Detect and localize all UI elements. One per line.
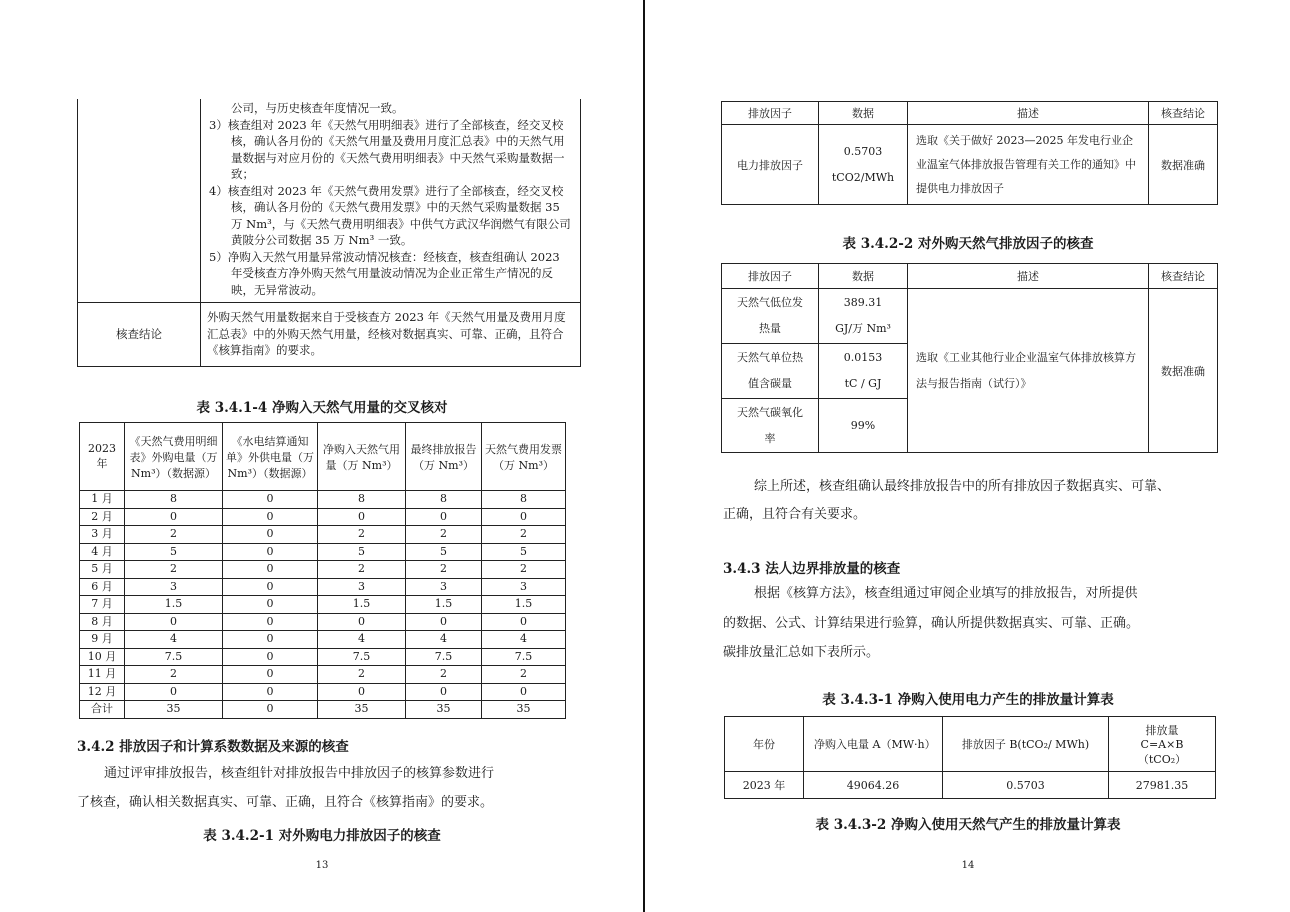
table-cell: 5 bbox=[406, 543, 482, 561]
table-cell: 2 bbox=[125, 666, 223, 684]
table-cell: 2 bbox=[406, 561, 482, 579]
verify-note-3: 4）核查组对 2023 年《天然气费用发票》进行了全部核查，经交叉校核，确认各月份的《天然气费用发票》中的天然气采购量数据 35 万 Nm³，与《天然气费用明细表》中供气方武汉华润燃气有限公司黄陂分公司数据 35 万 Nm³ 一致。 bbox=[209, 183, 571, 247]
elec-factor-value: 0.5703 bbox=[843, 144, 883, 158]
row-label: 11 月 bbox=[80, 666, 125, 684]
row-label: 7 月 bbox=[80, 596, 125, 614]
table-cell: 35 bbox=[318, 701, 406, 719]
table-row bbox=[80, 491, 566, 509]
row-label: 10 月 bbox=[80, 648, 125, 666]
table-cell: 2 bbox=[406, 526, 482, 544]
page-number: 13 bbox=[315, 860, 329, 871]
summary-para-1: 综上所述，核查组确认最终排放报告中的所有排放因子数据真实、可靠、 bbox=[754, 479, 1171, 494]
table-row bbox=[80, 578, 566, 596]
table-cell: 1.5 bbox=[318, 596, 406, 614]
gas-factor-value: 389.31 bbox=[843, 296, 883, 309]
table-cell: 0 bbox=[223, 648, 318, 666]
table-cell: 0 bbox=[223, 683, 318, 701]
table-cell: 0 bbox=[125, 683, 223, 701]
table-cell: 0 bbox=[223, 578, 318, 596]
table-row bbox=[80, 526, 566, 544]
table-cell: 1.5 bbox=[482, 596, 566, 614]
table-cell: 0 bbox=[223, 596, 318, 614]
conclusion-text: 外购天然气用量数据来自于受核查方 2023 年《天然气用量及费用月度汇总表》中的外购天然气用量，经核对数据真实、可靠、正确，且符合《核算指南》的要求。 bbox=[201, 302, 581, 366]
table-cell: 2 bbox=[318, 666, 406, 684]
left-page bbox=[0, 0, 644, 912]
row-label: 3 月 bbox=[80, 526, 125, 544]
table-cell: 1.5 bbox=[406, 596, 482, 614]
table-row bbox=[80, 683, 566, 701]
table-cell: 0 bbox=[482, 508, 566, 526]
table-cell: 0 bbox=[406, 683, 482, 701]
table-cell: 0 bbox=[125, 508, 223, 526]
elec-factor-name: 电力排放因子 bbox=[722, 125, 819, 205]
table-cell: 2 bbox=[406, 666, 482, 684]
section-343-para-1: 根据《核算方法》，核查组通过审阅企业填写的排放报告，对所提供 bbox=[754, 586, 1138, 601]
col-header-desc: 描述 bbox=[908, 264, 1149, 289]
table-cell: 0 bbox=[223, 613, 318, 631]
col-header-gas-detail: 《天然气费用明细表》外购电量（万 Nm³）（数据源） bbox=[125, 423, 223, 491]
table-row bbox=[80, 666, 566, 684]
row-factor: 0.5703 bbox=[943, 772, 1109, 799]
conclusion-label: 核查结论 bbox=[78, 302, 201, 366]
gas-factor-desc: 选取《工业其他行业企业温室气体排放核算方法与报告指南（试行）》 bbox=[908, 289, 1149, 453]
col-header-factor: 排放因子 bbox=[722, 102, 819, 125]
col-header-year: 2023 年 bbox=[80, 423, 125, 491]
table-cell: 5 bbox=[125, 543, 223, 561]
col-header-final-report: 最终排放报告（万 Nm³） bbox=[406, 423, 482, 491]
table-cell: 3 bbox=[125, 578, 223, 596]
table-cell: 3 bbox=[482, 578, 566, 596]
table-cell: 0 bbox=[125, 613, 223, 631]
row-label: 12 月 bbox=[80, 683, 125, 701]
table-cell: 35 bbox=[482, 701, 566, 719]
section-342-para-1: 通过评审排放报告，核查组针对排放报告中排放因子的核算参数进行 bbox=[104, 766, 495, 781]
table-row bbox=[80, 613, 566, 631]
table-cell: 0 bbox=[223, 543, 318, 561]
section-342-para-2: 了核查，确认相关数据真实、可靠、正确，且符合《核算指南》的要求。 bbox=[77, 795, 494, 810]
table-cell: 5 bbox=[482, 543, 566, 561]
table-341-4-caption: 表 3.4.1-4 净购入天然气用量的交叉核对 bbox=[196, 400, 448, 416]
table-cell: 0 bbox=[406, 508, 482, 526]
gas-factor-result: 数据准确 bbox=[1149, 289, 1218, 453]
gas-factor-name: 天然气单位热值含碳量 bbox=[722, 344, 819, 399]
table-342-2-caption: 表 3.4.2-2 对外购天然气排放因子的核查 bbox=[842, 236, 1094, 252]
row-elec: 49064.26 bbox=[804, 772, 943, 799]
table-cell: 0 bbox=[318, 683, 406, 701]
table-cell: 3 bbox=[406, 578, 482, 596]
table-cell: 0 bbox=[318, 613, 406, 631]
table-cell: 8 bbox=[318, 491, 406, 509]
table-cell: 7.5 bbox=[318, 648, 406, 666]
row-label: 8 月 bbox=[80, 613, 125, 631]
table-cell: 1.5 bbox=[125, 596, 223, 614]
elec-factor-table bbox=[721, 101, 1218, 205]
table-cell: 35 bbox=[125, 701, 223, 719]
table-cell: 2 bbox=[482, 561, 566, 579]
col-header-desc: 描述 bbox=[908, 102, 1149, 125]
table-cell: 0 bbox=[482, 613, 566, 631]
gas-factor-value: 0.0153 bbox=[843, 351, 883, 364]
table-cell: 7.5 bbox=[125, 648, 223, 666]
table-row bbox=[80, 543, 566, 561]
verify-note-2: 3）核查组对 2023 年《天然气用明细表》进行了全部核查，经交叉校核，确认各月份的《天然气用量及费用月度汇总表》中的天然气用量数据与对应月份的《天然气费用明细表》中天然气采购量数据一致； bbox=[209, 117, 565, 181]
table-cell: 0 bbox=[223, 561, 318, 579]
elec-factor-result: 数据准确 bbox=[1149, 125, 1218, 205]
col-header-result: 核查结论 bbox=[1149, 264, 1218, 289]
page-number: 14 bbox=[961, 860, 975, 871]
table-cell: 8 bbox=[125, 491, 223, 509]
table-343-1-caption: 表 3.4.3-1 净购入使用电力产生的排放量计算表 bbox=[822, 692, 1114, 708]
gas-factor-unit: GJ/万 Nm³ bbox=[835, 322, 891, 335]
table-342-1-caption: 表 3.4.2-1 对外购电力排放因子的核查 bbox=[203, 828, 441, 844]
table-cell: 0 bbox=[223, 491, 318, 509]
table-cell: 2 bbox=[482, 666, 566, 684]
col-header-invoice: 天然气费用发票（万 Nm³） bbox=[482, 423, 566, 491]
col-header-net-gas: 净购入天然气用量（万 Nm³） bbox=[318, 423, 406, 491]
table-cell: 4 bbox=[482, 631, 566, 649]
table-343-1 bbox=[724, 716, 1216, 799]
table-cell: 0 bbox=[223, 508, 318, 526]
gas-factor-value: 99% bbox=[819, 399, 908, 453]
gas-factor-unit: tC / GJ bbox=[844, 377, 882, 390]
section-343-para-3: 碳排放量汇总如下表所示。 bbox=[723, 645, 880, 660]
table-cell: 7.5 bbox=[406, 648, 482, 666]
table-cell: 2 bbox=[125, 526, 223, 544]
col-header-factor: 排放因子 bbox=[722, 264, 819, 289]
verify-note-4: 5）净购入天然气用量异常波动情况核查：经核查，核查组确认 2023 年受核查方净外购天然气用量波动情况为企业正常生产情况的反映，无异常波动。 bbox=[209, 249, 560, 297]
table-cell: 0 bbox=[223, 666, 318, 684]
col-header-emission: 排放量 C=A×B（tCO₂） bbox=[1109, 717, 1216, 772]
section-343-heading: 3.4.3 法人边界排放量的核查 bbox=[723, 561, 901, 577]
verify-note-1: 公司，与历史核查年度情况一致。 bbox=[231, 101, 404, 115]
table-cell: 3 bbox=[318, 578, 406, 596]
table-cell: 5 bbox=[318, 543, 406, 561]
table-cell: 2 bbox=[318, 526, 406, 544]
row-emission: 27981.35 bbox=[1109, 772, 1216, 799]
table-cell: 0 bbox=[406, 613, 482, 631]
table-341-4 bbox=[79, 422, 566, 719]
col-header-result: 核查结论 bbox=[1149, 102, 1218, 125]
gas-factor-table bbox=[721, 263, 1218, 453]
right-page bbox=[646, 0, 1290, 912]
table-cell: 8 bbox=[482, 491, 566, 509]
elec-factor-unit: tCO2/MWh bbox=[831, 170, 895, 184]
row-label: 4 月 bbox=[80, 543, 125, 561]
gas-factor-name: 天然气碳氧化率 bbox=[722, 399, 819, 453]
table-cell: 0 bbox=[482, 683, 566, 701]
row-label: 2 月 bbox=[80, 508, 125, 526]
gas-factor-name: 天然气低位发热量 bbox=[722, 289, 819, 344]
col-header-factor: 排放因子 B(tCO₂/ MWh) bbox=[943, 717, 1109, 772]
col-header-data: 数据 bbox=[819, 102, 908, 125]
table-row bbox=[80, 508, 566, 526]
table-cell: 0 bbox=[223, 526, 318, 544]
col-header-elec: 净购入电量 A（MW·h） bbox=[804, 717, 943, 772]
table-row bbox=[80, 648, 566, 666]
table-cell: 0 bbox=[223, 701, 318, 719]
table-343-2-caption: 表 3.4.3-2 净购入使用天然气产生的排放量计算表 bbox=[815, 817, 1121, 833]
table-row bbox=[80, 631, 566, 649]
table-cell: 35 bbox=[406, 701, 482, 719]
col-header-data: 数据 bbox=[819, 264, 908, 289]
table-row bbox=[80, 596, 566, 614]
table-row bbox=[80, 561, 566, 579]
table-cell: 0 bbox=[223, 631, 318, 649]
table-cell: 4 bbox=[125, 631, 223, 649]
row-label: 6 月 bbox=[80, 578, 125, 596]
table-cell: 2 bbox=[125, 561, 223, 579]
row-label: 5 月 bbox=[80, 561, 125, 579]
row-label: 9 月 bbox=[80, 631, 125, 649]
col-header-year: 年份 bbox=[725, 717, 804, 772]
table-cell: 7.5 bbox=[482, 648, 566, 666]
summary-para-2: 正确，且符合有关要求。 bbox=[723, 507, 867, 522]
row-year: 2023 年 bbox=[725, 772, 804, 799]
section-342-heading: 3.4.2 排放因子和计算系数数据及来源的核查 bbox=[77, 739, 349, 755]
verify-table bbox=[77, 99, 581, 367]
row-label: 1 月 bbox=[80, 491, 125, 509]
section-343-para-2: 的数据、公式、计算结果进行验算，确认所提供数据真实、可靠、正确。 bbox=[723, 616, 1140, 631]
table-row bbox=[80, 701, 566, 719]
table-cell: 4 bbox=[406, 631, 482, 649]
col-header-utility-bill: 《水电结算通知单》外供电量（万 Nm³）（数据源） bbox=[223, 423, 318, 491]
table-cell: 4 bbox=[318, 631, 406, 649]
table-cell: 8 bbox=[406, 491, 482, 509]
table-cell: 0 bbox=[318, 508, 406, 526]
elec-factor-desc: 选取《关于做好 2023—2025 年发电行业企业温室气体排放报告管理有关工作的通知》中提供电力排放因子 bbox=[908, 125, 1149, 205]
table-cell: 2 bbox=[318, 561, 406, 579]
table-cell: 2 bbox=[482, 526, 566, 544]
row-label: 合计 bbox=[80, 701, 125, 719]
